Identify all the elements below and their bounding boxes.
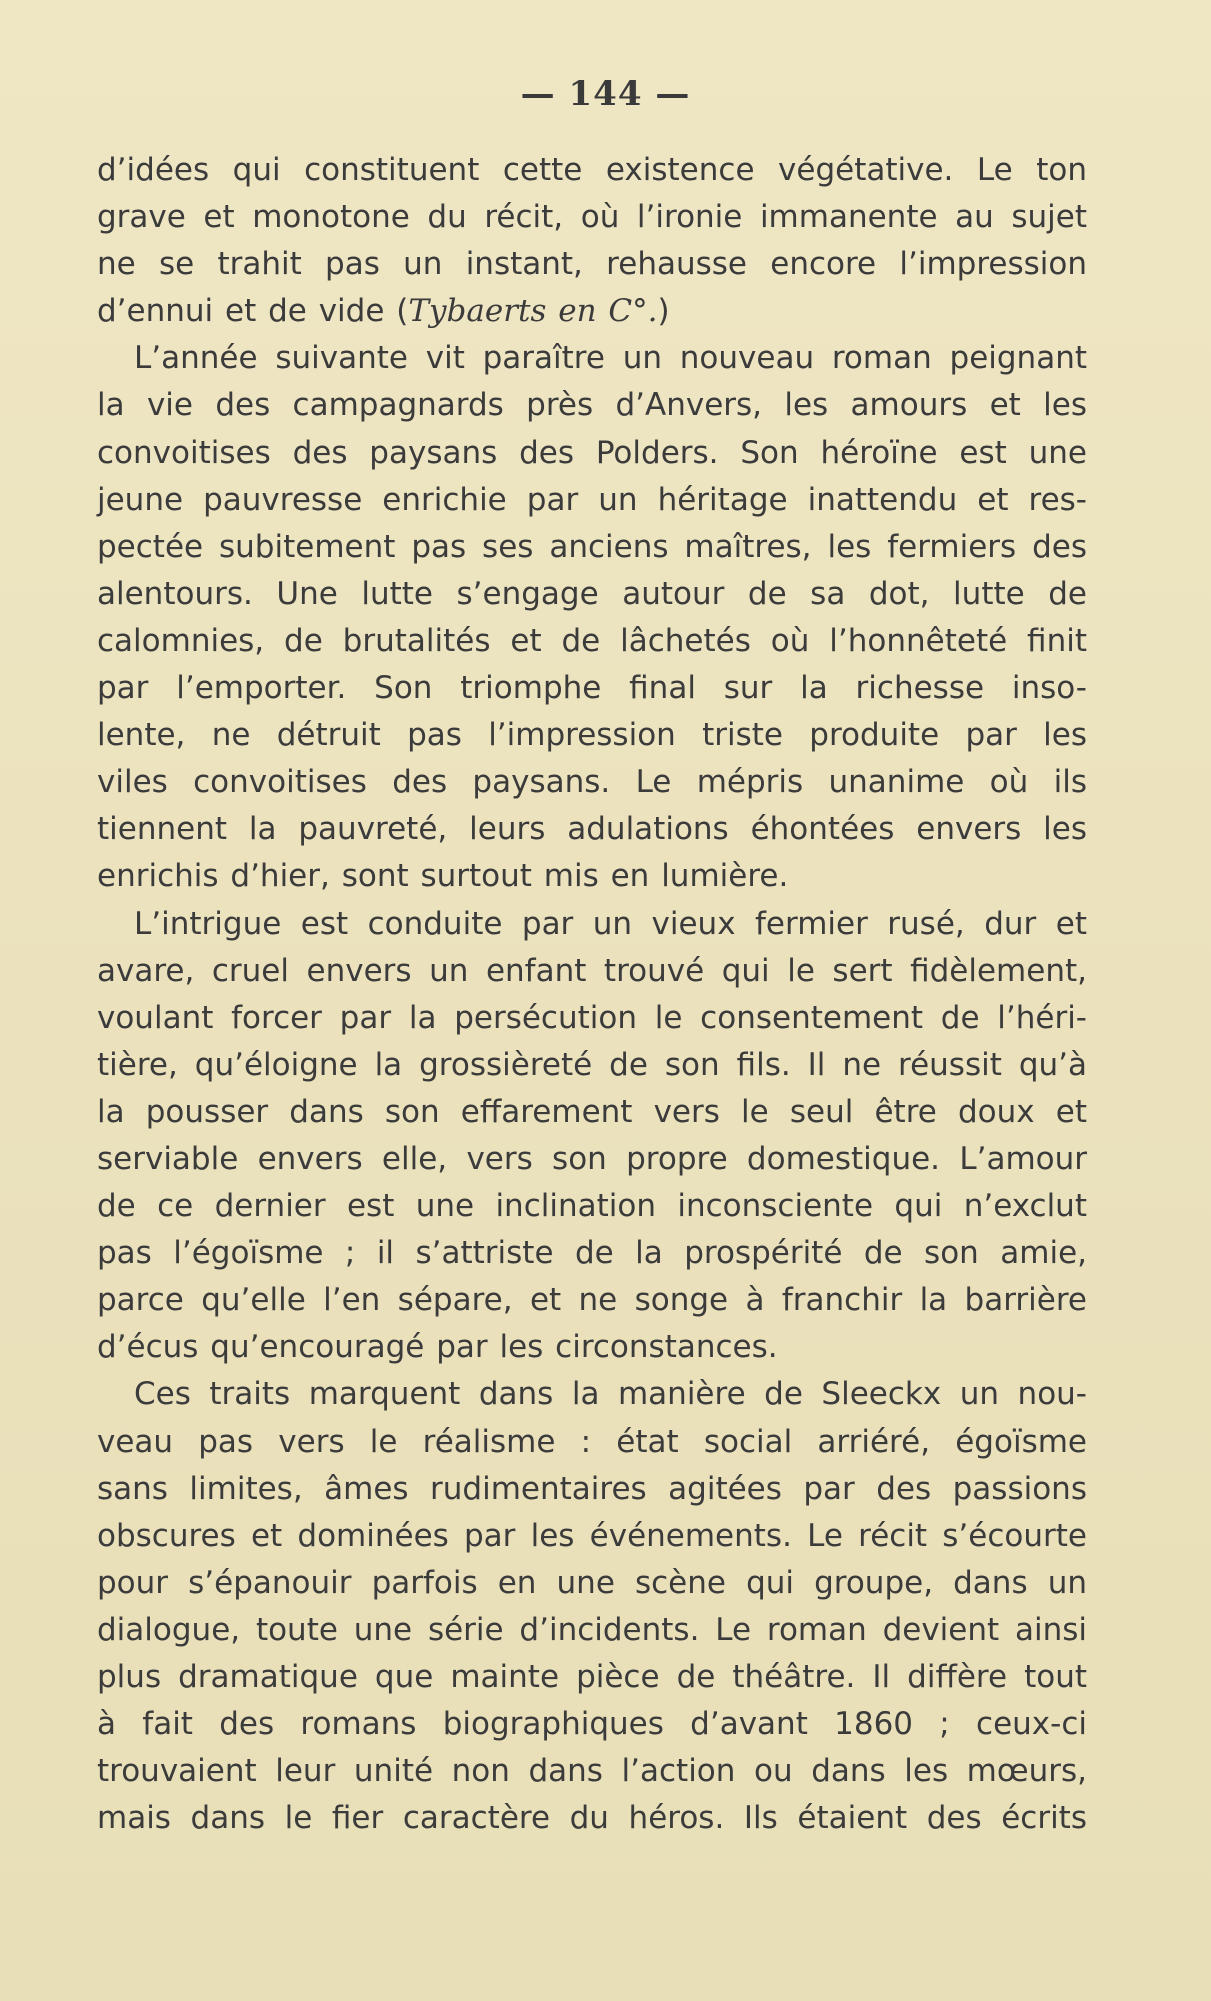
text-line: Ces traits marquent dans la manière de Sleeckx un nou- [134,1376,1087,1413]
text-line: plus dramatique que mainte pièce de théâtre. Il diffère tout [97,1659,1087,1695]
text-line: mais dans le fier caractère du héros. Ils étaient des écrits [97,1800,1087,1837]
text-line: L’intrigue est conduite par un vieux fermier rusé, dur et [134,905,1087,942]
text-line: par l’emporter. Son triomphe final sur la richesse inso- [97,670,1087,707]
text-line: alentours. Une lutte s’engage autour de sa dot, lutte de [97,575,1087,612]
text-line: sans limites, âmes rudimentaires agitées par des passions [97,1470,1087,1507]
text-line: pectée subitement pas ses anciens maîtres, les fermiers des [97,528,1087,565]
paragraph [97,147,1087,335]
text-line: la pousser dans son effarement vers le seul être doux et [97,1093,1087,1130]
text-line: jeune pauvresse enrichie par un héritage inattendu et res- [97,481,1087,518]
text-line: calomnies, de brutalités et de lâchetés où l’honnêteté finit [97,622,1087,659]
text-line: pas l’égoïsme ; il s’attriste de la prospérité de son amie, [97,1235,1087,1272]
work-title: Tybaerts en C°. [408,293,658,330]
text-line: veau pas vers le réalisme : état social arriéré, égoïsme [97,1423,1087,1460]
text-line: L’année suivante vit paraître un nouveau roman peignant [134,340,1087,377]
text-line: ne se trahit pas un instant, rehausse encore l’impression [97,246,1087,283]
body-text [97,147,1087,1842]
text-line: parce qu’elle l’en sépare, et ne songe à franchir la barrière [97,1282,1087,1319]
text-line: convoitises des paysans des Polders. Son héroïne est une [97,434,1087,471]
page-number: — 144 — [520,74,691,114]
text-line: obscures et dominées par les événements. Le récit s’écourte [97,1517,1087,1554]
text-line: grave et monotone du récit, où l’ironie immanente au sujet [97,199,1087,236]
text-line: de ce dernier est une inclination inconsciente qui n’exclut [97,1188,1087,1225]
paragraph [97,1371,1087,1842]
text-line: voulant forcer par la persécution le consentement de l’héri- [97,999,1087,1036]
text-line: dialogue, toute une série d’incidents. Le roman devient ainsi [97,1611,1087,1648]
text-line: avare, cruel envers un enfant trouvé qui le sert fidèlement, [97,952,1087,989]
text-line: serviable envers elle, vers son propre domestique. L’amour [97,1140,1087,1177]
text-line: la vie des campagnards près d’Anvers, les amours et les [97,387,1087,424]
text-line: lente, ne détruit pas l’impression triste produite par les [97,717,1087,754]
text-line: d’écus qu’encouragé par les circonstances. [97,1329,778,1366]
text-line: d’ennui et de vide (Tybaerts en C°.) [97,293,670,330]
text-line: trouvaient leur unité non dans l’action ou dans les mœurs, [97,1753,1087,1790]
paragraph [97,335,1087,900]
text-line: pour s’épanouir parfois en une scène qui groupe, dans un [97,1564,1087,1601]
text-line: à fait des romans biographiques d’avant 1860 ; ceux-ci [97,1706,1087,1743]
text-line: viles convoitises des paysans. Le mépris unanime où ils [97,764,1087,801]
text-line: tiennent la pauvreté, leurs adulations éhontées envers les [97,811,1087,848]
text-line: enrichis d’hier, sont surtout mis en lumière. [97,858,789,895]
paragraph [97,901,1087,1372]
text-line: tière, qu’éloigne la grossièreté de son fils. Il ne réussit qu’à [97,1046,1087,1083]
text-line: d’idées qui constituent cette existence végétative. Le ton [97,152,1087,188]
